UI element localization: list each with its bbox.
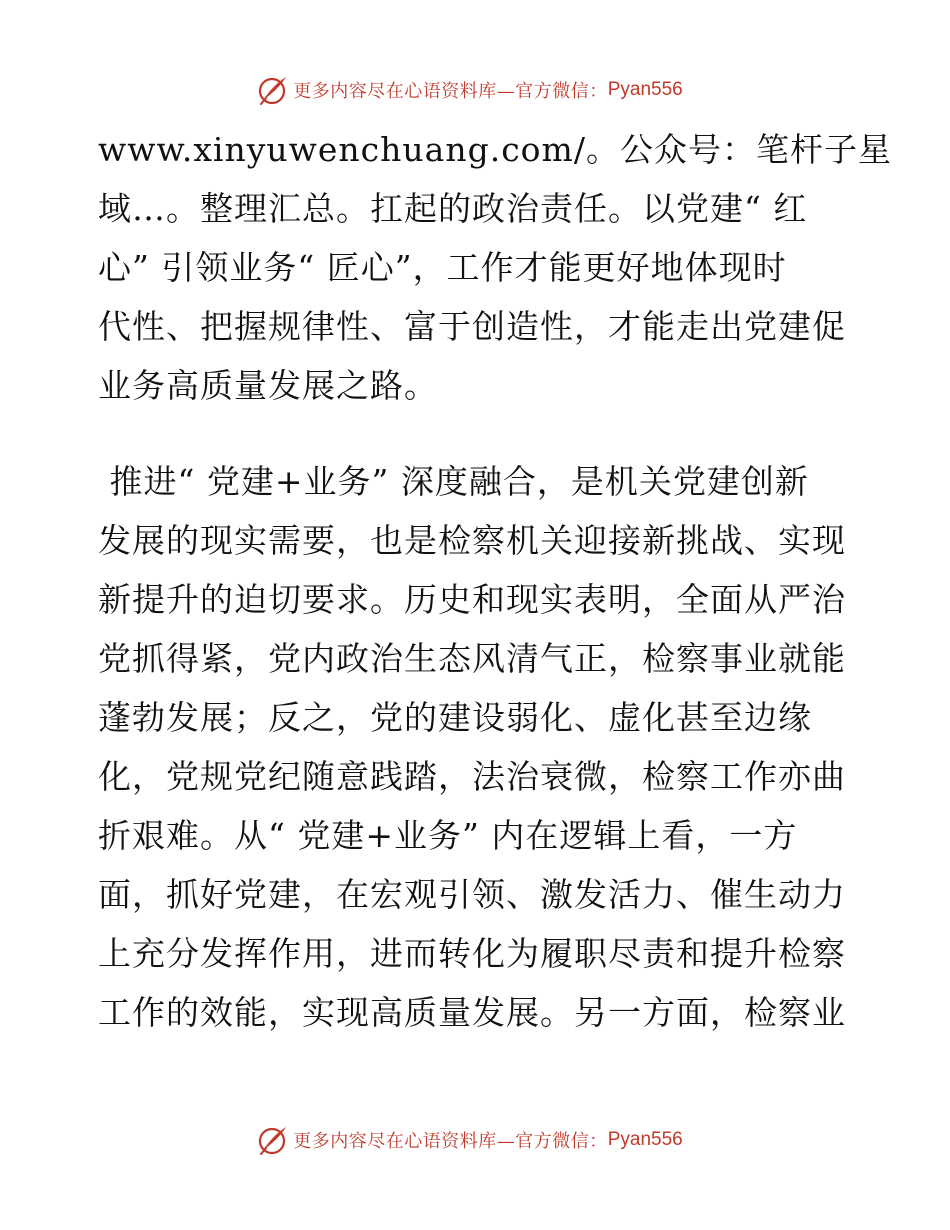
p2-line-2: 发展的现实需要，也是检察机关迎接新挑战、实现 — [98, 521, 846, 560]
quill-logo-icon — [257, 74, 289, 106]
p1-line-5: 业务高质量发展之路。 — [98, 366, 438, 405]
p2-line-10: 工作的效能，实现高质量发展。另一方面，检察业 — [98, 993, 846, 1032]
p2-line-6: 化，党规党纪随意践踏，法治衰微，检察工作亦曲 — [98, 757, 846, 796]
p2-line-7: 折艰难。从“ 党建+业务” 内在逻辑上看，一方 — [98, 816, 798, 855]
p2-line-5: 蓬勃发展；反之，党的建设弱化、虚化甚至边缘 — [98, 698, 812, 737]
footer-banner-inner — [257, 1124, 683, 1156]
p2-line-1: 推进“ 党建+业务” 深度融合，是机关党建创新 — [98, 462, 809, 501]
quill-logo-icon — [257, 1124, 289, 1156]
p1-line-1: www.xinyuwenchuang.com/。公众号：笔杆子星 — [98, 130, 892, 169]
header-banner — [0, 70, 950, 110]
p2-line-8: 面，抓好党建，在宏观引领、激发活力、催生动力 — [98, 875, 846, 914]
footer-banner — [0, 1120, 950, 1160]
header-banner-text: 更多内容尽在心语资料库—官方微信： — [293, 81, 608, 102]
p2-line-3: 新提升的迫切要求。历史和现实表明，全面从严治 — [98, 580, 846, 619]
header-banner-inner — [257, 74, 683, 106]
footer-banner-handle: Pyan556 — [607, 1129, 683, 1150]
header-banner-handle: Pyan556 — [607, 79, 683, 100]
paragraph-gap — [98, 415, 858, 452]
p2-line-9: 上充分发挥作用，进而转化为履职尽责和提升检察 — [98, 934, 846, 973]
p1-line-4: 代性、把握规律性、富于创造性，才能走出党建促 — [98, 307, 846, 346]
document-body — [98, 120, 892, 1042]
footer-banner-text: 更多内容尽在心语资料库—官方微信： — [293, 1131, 608, 1152]
p2-line-4: 党抓得紧，党内政治生态风清气正，检察事业就能 — [98, 639, 846, 678]
p1-line-3: 心” 引领业务“ 匠心”，工作才能更好地体现时 — [98, 248, 787, 287]
p1-line-2: 域…。整理汇总。扛起的政治责任。以党建“ 红 — [98, 189, 808, 228]
